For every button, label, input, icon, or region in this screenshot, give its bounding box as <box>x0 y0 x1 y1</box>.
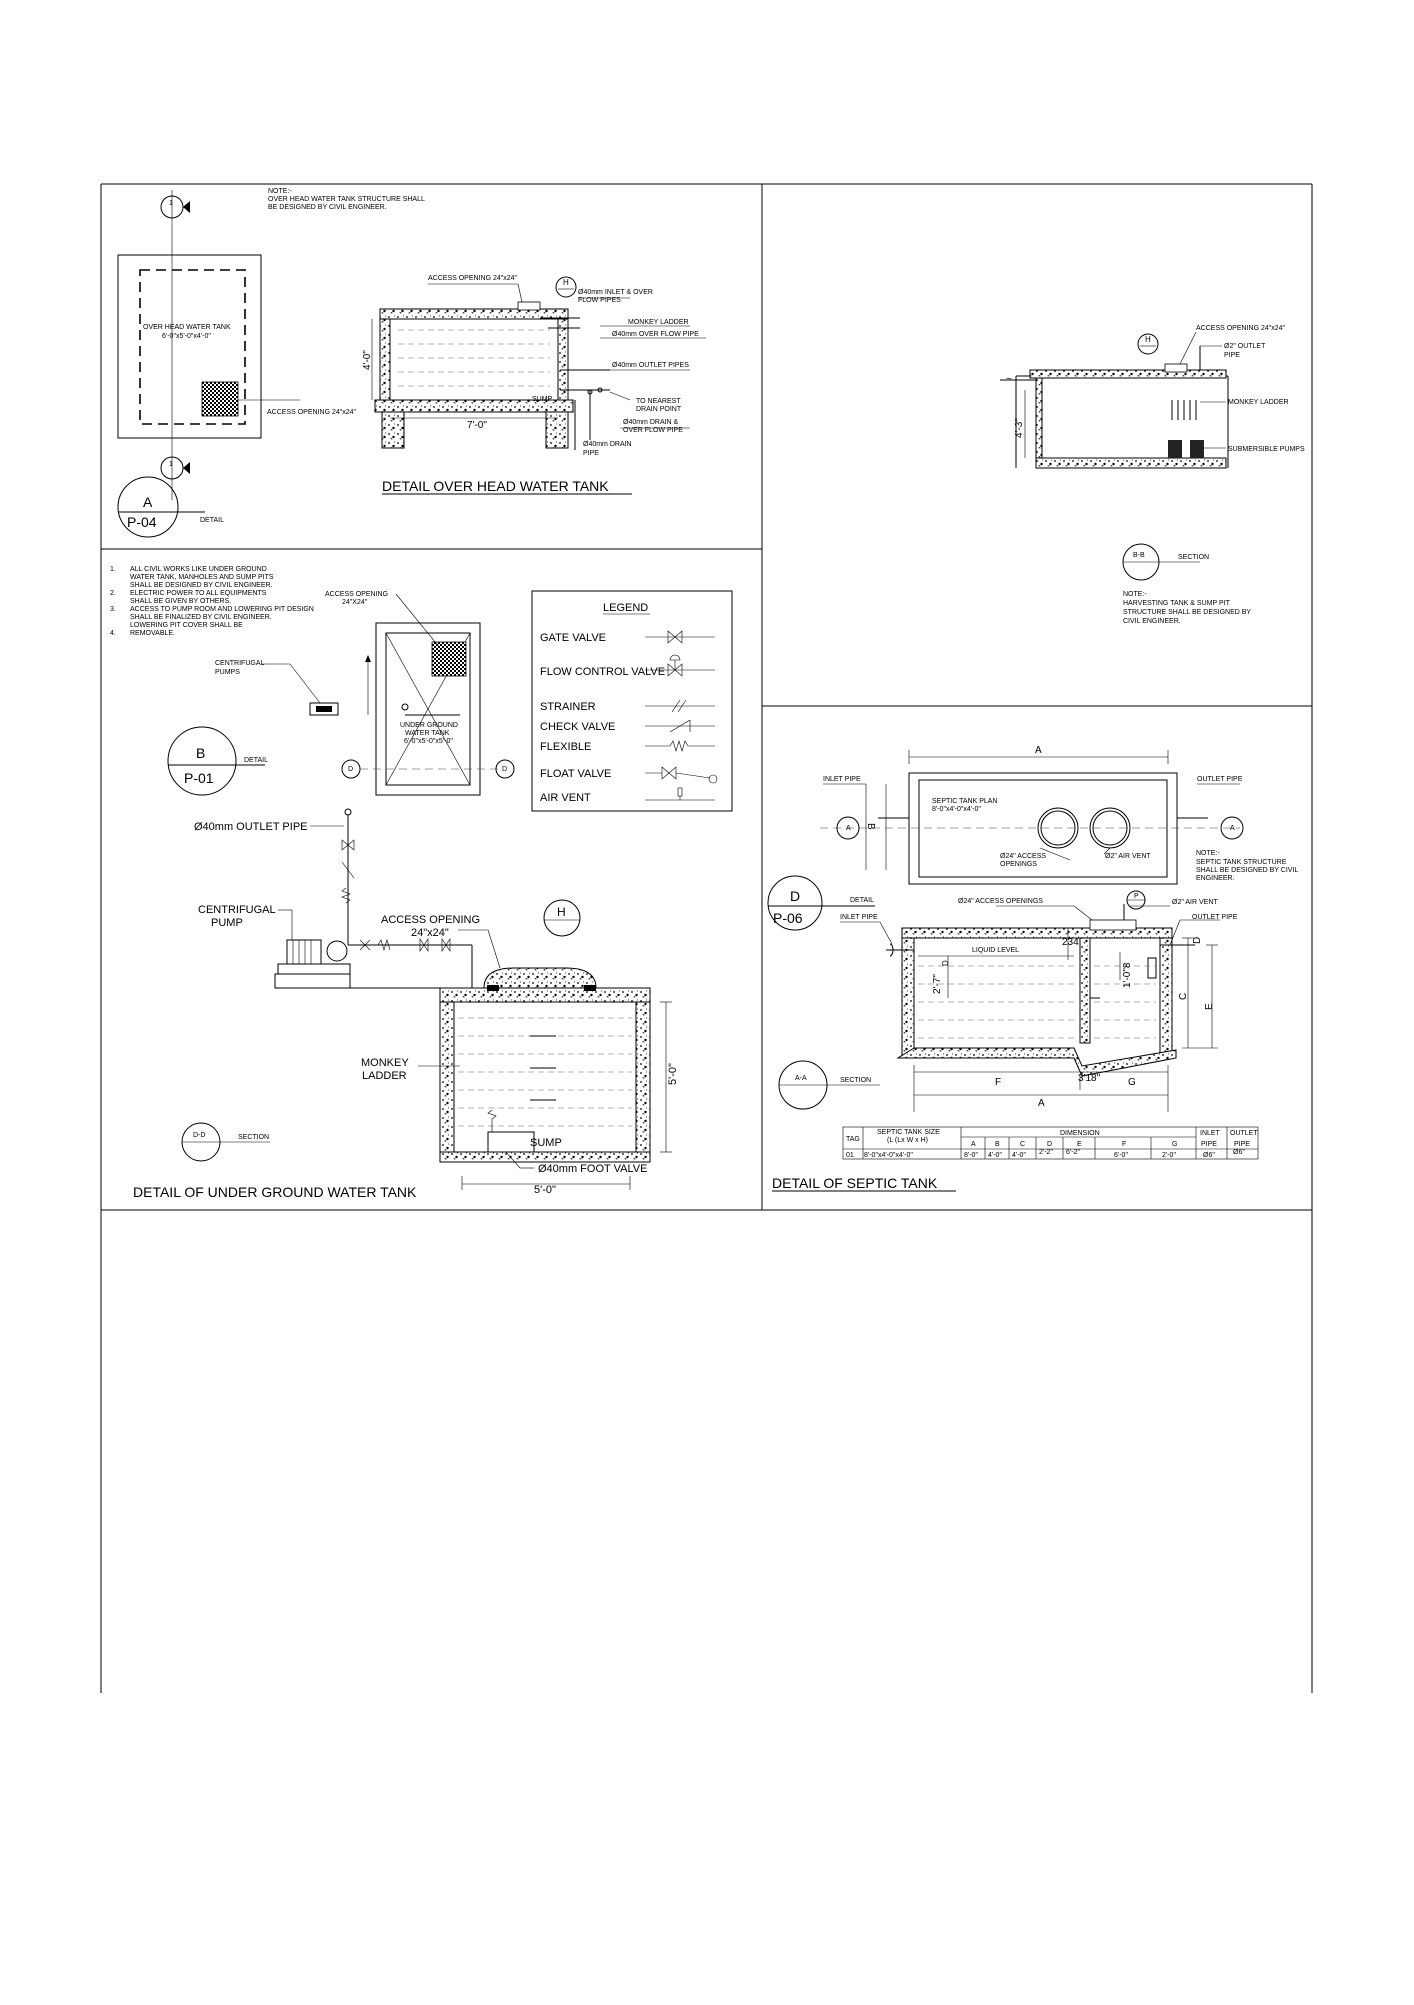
septic-access-openings-2: OPENINGS <box>1000 861 1037 868</box>
bb-note-3: STRUCTURE SHALL BE DESIGNED BY <box>1123 609 1252 616</box>
nearest-drain-label-2: DRAIN POINT <box>636 406 682 413</box>
drawing-text: D <box>1047 1141 1053 1148</box>
drawing-text: F <box>1122 1141 1127 1148</box>
ugt-monkey-ladder-label-2: LADDER <box>362 1070 407 1082</box>
drawing-text: 4'-0" <box>988 1152 1002 1159</box>
drawing-text: 1 <box>169 461 173 468</box>
panel-septic-tank <box>768 745 1298 1191</box>
drawing-text: (L (Lx W x H) <box>887 1137 928 1144</box>
drawing-text: 01 <box>846 1152 854 1159</box>
float-valve-symbol <box>645 767 717 783</box>
bb-access-opening-label: ACCESS OPENING 24"x24" <box>1196 325 1286 332</box>
drain-pipe-label-2: PIPE <box>583 450 599 457</box>
note-line2: OVER HEAD WATER TANK STRUCTURE SHALL <box>268 196 425 203</box>
ugt-section <box>418 930 679 1190</box>
note-line1: NOTE:- <box>268 188 292 195</box>
drawing-text: LOWERING PIT COVER SHALL BE <box>130 622 243 629</box>
drawing-text: P <box>1134 893 1139 900</box>
drawing-text: DETAIL <box>200 517 224 524</box>
drawing-text: 8'-0" <box>964 1152 978 1159</box>
access-opening-plan <box>202 382 238 416</box>
septic-dim-234: 234 <box>1062 937 1079 948</box>
drawing-text: Ø6" <box>1233 1149 1245 1156</box>
bb-submersible-pumps-label: SUBMERSIBLE PUMPS <box>1228 446 1305 453</box>
legend-box <box>532 591 732 811</box>
drawing-text: SEPTIC TANK SIZE <box>877 1129 940 1136</box>
septic-dim-g: G <box>1128 1077 1136 1088</box>
drawing-text: P-06 <box>773 910 803 926</box>
bb-note-4: CIVIL ENGINEER. <box>1123 618 1181 625</box>
septic-note-4: ENGINEER. <box>1196 875 1235 882</box>
drawing-text: H <box>1145 335 1151 344</box>
bb-monkey-ladder-label: MONKEY LADDER <box>1228 399 1289 406</box>
drain-overflow-label-2: OVER FLOW PIPE <box>623 427 683 434</box>
drawing-text: A <box>1230 825 1235 832</box>
septic-air-vent-label: Ø2" AIR VENT <box>1105 853 1151 860</box>
drawing-text: P-04 <box>127 514 157 530</box>
ugt-sump-label: SUMP <box>530 1137 562 1149</box>
drawing-text: C <box>1020 1141 1026 1148</box>
legend-strainer: STRAINER <box>540 701 596 713</box>
centrifugal-pumps-plan <box>262 664 338 715</box>
submersible-pump-1 <box>1168 440 1182 458</box>
h-marker: H <box>563 278 569 287</box>
note-line3: BE DESIGNED BY CIVIL ENGINEER. <box>268 204 387 211</box>
width-dimension: 7'-0" <box>467 420 487 431</box>
ugt-height-dimension: 5'-0" <box>667 1063 679 1085</box>
septic-dim-a: A <box>1035 745 1042 756</box>
drawing-text: D <box>790 888 801 904</box>
septic-dim-small: D <box>1192 936 1203 944</box>
drawing-text: REMOVABLE. <box>130 630 175 637</box>
drawing-text: D-D <box>193 1132 206 1139</box>
plan-label-line1: OVER HEAD WATER TANK <box>143 324 231 331</box>
drawing-text: 6'-0"x5'-0"x5'-0" <box>404 738 453 745</box>
access-opening-plan-label: ACCESS OPENING 24"x24" <box>267 409 357 416</box>
septic-dim-d: D <box>941 960 950 966</box>
drawing-text: 2'-2" <box>1039 1149 1053 1156</box>
legend-flow-control-valve: FLOW CONTROL VALVE <box>540 666 666 678</box>
centrifugal-pumps-label-2: PUMPS <box>215 669 240 676</box>
air-vent-symbol <box>645 788 715 800</box>
legend-gate-valve: GATE VALVE <box>540 632 607 644</box>
gate-valve-symbol <box>645 631 715 643</box>
ugt-width-dimension: 5'-0" <box>534 1184 556 1196</box>
septic-plan-label-2: 8'-0"x4'-0"x4'-0" <box>932 806 981 813</box>
inlet-overflow-label-2: FLOW PIPES <box>578 297 621 304</box>
drawing-text: UNDER GROUND <box>400 722 458 729</box>
plan-label-line2: 6'-0"x5'-0"x4'-0" <box>162 333 211 340</box>
drawing-text: INLET <box>1200 1130 1220 1137</box>
monkey-ladder <box>1172 400 1196 420</box>
septic-inlet-pipe-label: INLET PIPE <box>823 776 861 783</box>
section-marker-top <box>161 196 190 218</box>
ugt-access-opening-label-2: 24"x24" <box>411 927 449 939</box>
drawing-text: D <box>348 766 354 773</box>
drawing-text: PIPE <box>1234 1141 1250 1148</box>
drawing-text: 4. <box>110 630 116 637</box>
flexible-symbol <box>645 741 715 751</box>
drawing-text: WATER TANK <box>405 730 450 737</box>
submersible-pump-2 <box>1190 440 1204 458</box>
detail-tag-a <box>118 477 224 537</box>
section-tag-dd <box>182 1123 270 1161</box>
drawing-text: SECTION <box>1178 554 1210 561</box>
legend-check-valve: CHECK VALVE <box>540 721 616 733</box>
panel-overhead-tank <box>118 188 706 537</box>
drawing-text: 2'-0" <box>1162 1152 1176 1159</box>
septic-table <box>843 1127 1258 1159</box>
panel-b-title: DETAIL OF UNDER GROUND WATER TANK <box>133 1184 417 1200</box>
drawing-text: ACCESS TO PUMP ROOM AND LOWERING PIT DESIGN <box>130 606 314 613</box>
drawing-text: DIMENSION <box>1060 1130 1100 1137</box>
drawing-text: B <box>995 1141 1000 1148</box>
drawing-text: 1 <box>169 200 173 207</box>
septic-note-2: SEPTIC TANK STRUCTURE <box>1196 859 1287 866</box>
septic-dim-left: 2'-7" <box>932 974 943 994</box>
drain-overflow-label-1: Ø40mm DRAIN & <box>623 419 679 426</box>
detail-tag-b <box>168 727 268 795</box>
septic-dim-c: C <box>1178 992 1189 1000</box>
bb-section <box>1000 332 1228 468</box>
drawing-text: WATER TANK, MANHOLES AND SUMP PITS <box>130 574 274 581</box>
legend-title: LEGEND <box>603 602 649 614</box>
drawing-text: ALL CIVIL WORKS LIKE UNDER GROUND <box>130 566 267 573</box>
drawing-text: OUTLET <box>1230 1130 1258 1137</box>
drawing-text: SHALL BE FINALIZED BY CIVIL ENGINEER. <box>130 614 272 621</box>
sump-label: SUMP <box>532 396 553 403</box>
drawing-text: DETAIL <box>850 897 874 904</box>
septic-dim-108: 1'-0"8 <box>1122 962 1133 988</box>
section-marker-bottom <box>161 457 190 479</box>
ugt-foot-valve-label: Ø40mm FOOT VALVE <box>538 1163 648 1175</box>
outlet-pipes-label: Ø40mm OUTLET PIPES <box>612 362 689 369</box>
drain-pipe-label-1: Ø40mm DRAIN <box>583 441 632 448</box>
septic-liquid-level: LIQUID LEVEL <box>972 947 1020 954</box>
centrifugal-pump-label-2: PUMP <box>211 917 243 929</box>
drawing-text: 6'-2" <box>1066 1149 1080 1156</box>
drawing-text: SHALL BE DESIGNED BY CIVIL ENGINEER. <box>130 582 273 589</box>
septic-outlet-pipe-section: OUTLET PIPE <box>1192 914 1238 921</box>
septic-dim-b: B <box>865 823 876 830</box>
drawing-text: B-B <box>1133 552 1145 559</box>
inlet-overflow-label-1: Ø40mm INLET & OVER <box>578 289 653 296</box>
septic-outlet-pipe-label: OUTLET PIPE <box>1197 776 1243 783</box>
access-opening-label: ACCESS OPENING 24"x24" <box>428 275 518 282</box>
strainer-symbol <box>645 700 715 712</box>
section-tag-aa <box>779 1061 880 1109</box>
drawing-text: 1. <box>110 566 116 573</box>
drawing-text: P-01 <box>184 770 214 786</box>
bb-outlet-pipe-label-1: Ø2" OUTLET <box>1224 343 1266 350</box>
septic-section <box>840 891 1220 1112</box>
panel-harvesting-tank <box>1000 325 1305 625</box>
ugt-access-opening-label-1: ACCESS OPENING <box>381 914 481 926</box>
septic-access-openings-section: Ø24" ACCESS OPENINGS <box>958 898 1043 905</box>
drawing-text: Ø6" <box>1203 1152 1215 1159</box>
drawing-text: SECTION <box>238 1134 270 1141</box>
septic-air-vent-section: Ø2" AIR VENT <box>1172 899 1218 906</box>
drawing-text: TAG <box>846 1136 860 1143</box>
drawing-text: G <box>1172 1141 1178 1148</box>
ugt-monkey-ladder-label-1: MONKEY <box>361 1057 409 1069</box>
ugt-h-marker <box>544 900 580 936</box>
drawing-text: 8'-0"x4'-0"x4'-0" <box>864 1152 913 1159</box>
drawing-text: ~ <box>1006 374 1012 385</box>
drawing-text: A-A <box>795 1075 807 1082</box>
drawing-text: PIPE <box>1201 1141 1217 1148</box>
septic-note-3: SHALL BE DESIGNED BY CIVIL <box>1196 867 1299 874</box>
drawing-text: 2. <box>110 590 116 597</box>
bb-note-1: NOTE:- <box>1123 591 1147 598</box>
legend-flexible: FLEXIBLE <box>540 741 592 753</box>
nearest-drain-label-1: TO NEAREST <box>636 398 681 405</box>
drawing-text: 3. <box>110 606 116 613</box>
drawing-text: SECTION <box>840 1077 872 1084</box>
drawing-text: A <box>846 825 851 832</box>
drawing-text: A <box>971 1141 976 1148</box>
centrifugal-pump-label-1: CENTRIFUGAL <box>198 904 276 916</box>
septic-access-openings-1: Ø24" ACCESS <box>1000 853 1047 860</box>
ugt-access-opening-plan-1: ACCESS OPENING <box>325 591 389 598</box>
legend-air-vent: AIR VENT <box>540 792 591 804</box>
ugt-access-opening-plan-2: 24"X24" <box>342 599 368 606</box>
overflow-pipe-label: Ø40mm OVER FLOW PIPE <box>612 331 699 338</box>
septic-note-1: NOTE:- <box>1196 850 1220 857</box>
septic-dim-a2: A <box>1038 1098 1045 1109</box>
ugt-plan <box>342 594 514 795</box>
check-valve-symbol <box>645 720 715 732</box>
drawing-text: 4'-0" <box>1012 1152 1026 1159</box>
legend-float-valve: FLOAT VALVE <box>540 768 612 780</box>
septic-plan-label-1: SEPTIC TANK PLAN <box>932 798 998 805</box>
section-tag-bb <box>1123 544 1209 580</box>
panel-d-title: DETAIL OF SEPTIC TANK <box>772 1175 938 1191</box>
drawing-text: DETAIL <box>244 757 268 764</box>
septic-inlet-pipe-section: INLET PIPE <box>840 914 878 921</box>
drawing-text: 6'-0" <box>1114 1152 1128 1159</box>
septic-dim-318: 3'18" <box>1078 1073 1101 1084</box>
drawing-text: H <box>557 905 566 919</box>
general-notes <box>110 566 314 637</box>
drawing-text: SHALL BE GIVEN BY OTHERS. <box>130 598 232 605</box>
bb-height-dimension: 4'-3" <box>1014 418 1025 438</box>
panel-a-title: DETAIL OVER HEAD WATER TANK <box>382 478 609 494</box>
bb-note-2: HARVESTING TANK & SUMP PIT <box>1123 600 1230 607</box>
drawing-text: B <box>196 745 206 761</box>
septic-dim-e: E <box>1204 1003 1215 1010</box>
height-dimension: 4'-0" <box>362 350 373 370</box>
centrifugal-pumps-label-1: CENTRIFUGAL <box>215 660 265 667</box>
drawing-text: D <box>502 766 508 773</box>
ugt-outlet-pipe-label: Ø40mm OUTLET PIPE <box>194 821 308 833</box>
bb-outlet-pipe-label-2: PIPE <box>1224 352 1240 359</box>
drawing-text: ELECTRIC POWER TO ALL EQUIPMENTS <box>130 590 267 597</box>
panel-underground-tank <box>110 566 732 1200</box>
drawing-text: E <box>1077 1141 1082 1148</box>
monkey-ladder-label: MONKEY LADDER <box>628 319 689 326</box>
drawing-text: A <box>143 494 153 510</box>
septic-dim-f: F <box>995 1077 1002 1088</box>
